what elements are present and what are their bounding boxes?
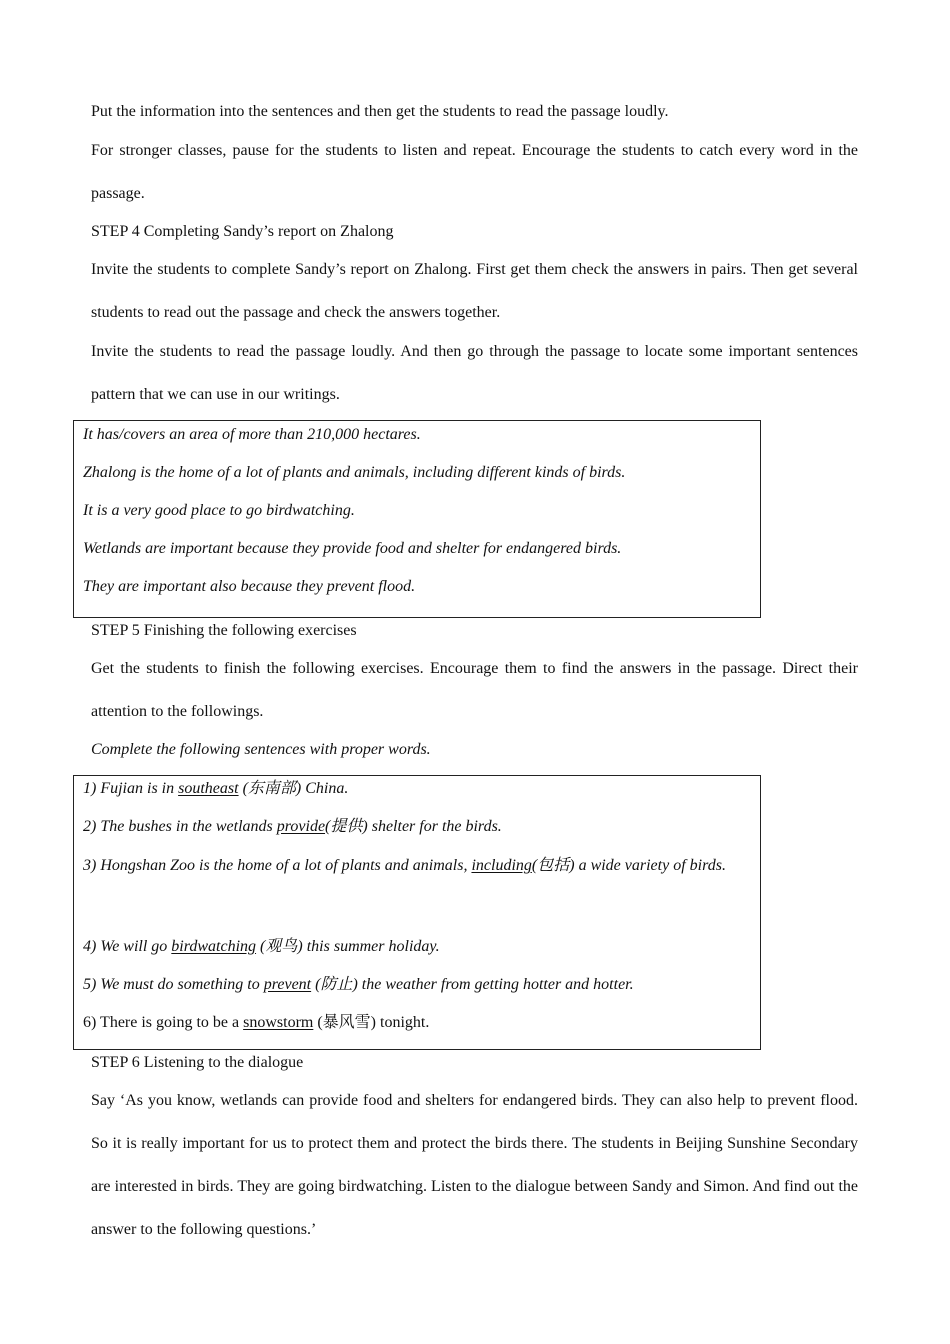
paragraph-exercise-instruction: Get the students to finish the following exercises. Encourage them to find the answers in the passage. Direct their attention to the followings. xyxy=(91,660,858,720)
exercise-item: 6) There is going to be a snowstorm (暴风雪) tonight. xyxy=(83,1014,430,1031)
exercise-box xyxy=(73,775,761,1050)
answer-word: snowstorm xyxy=(243,1014,314,1031)
exercise-item: 5) We must do something to prevent (防止) the weather from getting hotter and hotter. xyxy=(83,976,634,993)
step-4-heading: STEP 4 Completing Sandy’s report on Zhalong xyxy=(91,223,394,240)
paragraph-stronger-classes: For stronger classes, pause for the students to listen and repeat. Encourage the students to catch every word in the passage. xyxy=(91,142,858,202)
step-6-heading: STEP 6 Listening to the dialogue xyxy=(91,1054,304,1071)
paragraph-info: Put the information into the sentences and then get the students to read the passage loudly. xyxy=(91,103,669,120)
answer-word: birdwatching xyxy=(171,938,257,955)
step-5-heading: STEP 5 Finishing the following exercises xyxy=(91,622,357,639)
paragraph-read-loudly: Invite the students to read the passage loudly. And then go through the passage to locate some important sentences pattern that we can use in our writings. xyxy=(91,343,858,403)
answer-word: including xyxy=(471,857,532,874)
pattern-line: Zhalong is the home of a lot of plants and animals, including different kinds of birds. xyxy=(83,464,626,481)
pattern-line: They are important also because they prevent flood. xyxy=(83,578,416,595)
exercise-task: Complete the following sentences with proper words. xyxy=(91,741,431,758)
pattern-line: Wetlands are important because they provide food and shelter for endangered birds. xyxy=(83,540,622,557)
sentence-patterns-box xyxy=(73,420,761,618)
exercise-item: 4) We will go birdwatching (观鸟) this summer holiday. xyxy=(83,938,440,955)
answer-word: prevent xyxy=(263,976,312,993)
paragraph-complete-report: Invite the students to complete Sandy’s report on Zhalong. First get them check the answers in pairs. Then get several students to read out the passage and check the answers together. xyxy=(91,261,858,321)
pattern-line: It has/covers an area of more than 210,000 hectares. xyxy=(83,426,421,443)
answer-word: provide xyxy=(276,818,326,835)
answer-word: southeast xyxy=(178,780,239,797)
exercise-item: 1) Fujian is in southeast (东南部) China. xyxy=(83,780,349,797)
exercise-item: 2) The bushes in the wetlands provide(提供) shelter for the birds. xyxy=(83,818,502,835)
pattern-line: It is a very good place to go birdwatching. xyxy=(83,502,355,519)
exercise-item: 3) Hongshan Zoo is the home of a lot of plants and animals, including(包括) a wide variety of birds. xyxy=(83,857,726,874)
paragraph-listening: Say ‘As you know, wetlands can provide food and shelters for endangered birds. They can also help to prevent flood. So it is really important for us to protect them and protect the birds there. The students in Beijing Sunshine Secondary are interested in birds. They are going birdwatching. Listen to the dialogue between Sandy and Simon. And find out the answer to the following questions.’ xyxy=(91,1092,858,1238)
